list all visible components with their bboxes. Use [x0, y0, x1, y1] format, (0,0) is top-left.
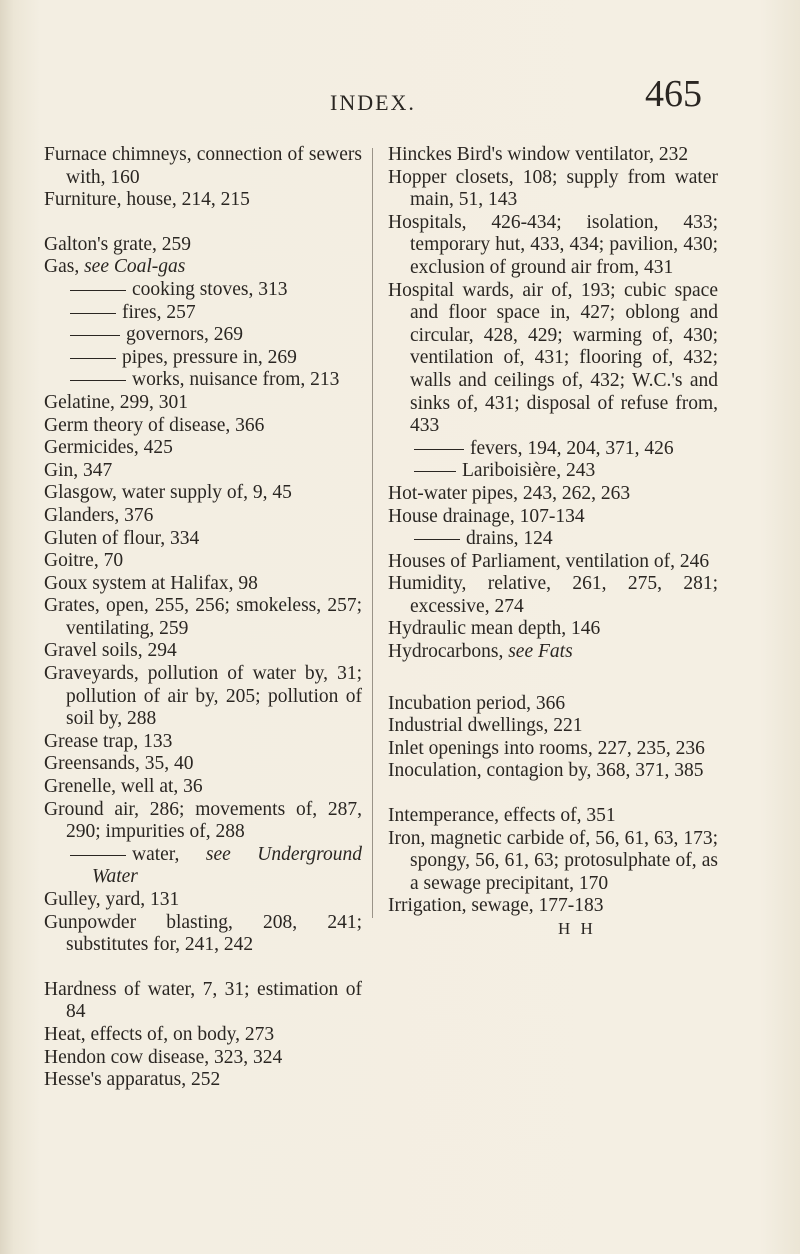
entry-text: Hopper closets, 108; supply from water main, 51, 143 [388, 166, 718, 211]
index-entry [388, 895, 718, 918]
entry-text: Humidity, relative, 261, 275, 281; excessive, 274 [388, 573, 718, 617]
page-number: 465 [645, 73, 702, 115]
index-entry [388, 212, 718, 280]
entry-text: Hot-water pipes, 243, 262, 263 [388, 482, 631, 504]
entry-text: works, nuisance from, 213 [132, 369, 340, 391]
section-gap [388, 783, 718, 805]
entry-text: Hinckes Bird's window ventilator, 232 [388, 144, 689, 165]
section-gap [388, 664, 718, 693]
entry-text: Lariboisière, 243 [462, 460, 596, 482]
entry-text: Glanders, 376 [44, 504, 154, 526]
entry-text: Galton's grate, 259 [44, 233, 192, 255]
entry-cross-reference: see Coal-gas [84, 256, 186, 278]
ditto-dash [414, 449, 464, 450]
entry-text: Grenelle, well at, 36 [44, 776, 203, 798]
index-entry [44, 392, 362, 415]
index-entry [44, 1024, 362, 1047]
ditto-dash [70, 380, 126, 381]
entry-text: Furnace chimneys, connection of sewers with, 160 [44, 144, 362, 188]
entry-text: Grates, open, 255, 256; smokeless, 257; ventilating, 259 [44, 595, 362, 639]
entry-text: cooking stoves, 313 [132, 278, 288, 300]
entry-text: Glasgow, water supply of, 9, 45 [44, 482, 292, 504]
index-entry [44, 889, 362, 912]
index-entry [44, 573, 362, 596]
entry-cross-reference: see Underground Water [92, 843, 362, 888]
entry-text: Houses of Parliament, ventilation of, 246 [388, 550, 710, 572]
index-entry [388, 483, 718, 506]
entry-text: water, [132, 843, 206, 865]
entry-text: Hydraulic mean depth, 146 [388, 618, 601, 640]
entry-text: Heat, effects of, on body, 273 [44, 1023, 275, 1045]
entry-text: Irrigation, sewage, 177-183 [388, 895, 604, 917]
index-entry [388, 693, 718, 716]
index-subentry [388, 460, 718, 483]
entry-text: Gulley, yard, 131 [44, 889, 180, 910]
entry-cross-reference: see Fats [508, 641, 573, 663]
index-subentry [44, 369, 362, 392]
index-entry [44, 912, 362, 957]
entry-text: Incubation period, 366 [388, 692, 566, 714]
entry-text: Gelatine, 299, 301 [44, 391, 189, 413]
index-entry [44, 234, 362, 257]
index-entry [388, 144, 718, 167]
index-entry [44, 663, 362, 731]
column-divider [372, 148, 373, 918]
entry-text: Graveyards, pollution of water by, 31; pollution of air by, 205; pollution of soil by, 288 [44, 663, 362, 730]
index-entry [44, 256, 362, 279]
index-entry [388, 280, 718, 438]
entry-text: Hydrocarbons, [388, 641, 509, 663]
section-gap [44, 212, 362, 234]
index-entry [388, 167, 718, 212]
entry-text: Gravel soils, 294 [44, 640, 177, 662]
index-entry [44, 776, 362, 799]
index-entry [44, 1047, 362, 1070]
entry-text: Grease trap, 133 [44, 730, 173, 752]
index-entry [44, 979, 362, 1024]
index-entry [44, 753, 362, 776]
index-entry [388, 805, 718, 828]
index-entry [44, 528, 362, 551]
entry-text: Goitre, 70 [44, 550, 124, 572]
index-subentry [44, 347, 362, 370]
entry-text: Inoculation, contagion by, 368, 371, 385 [388, 760, 704, 782]
entry-text: Gin, 347 [44, 459, 113, 481]
entry-text: Gluten of flour, 334 [44, 527, 200, 549]
entry-text: Iron, magnetic carbide of, 56, 61, 63, 173; spongy, 56, 61, 63; protosulphate of, as a sewage precipitant, 170 [388, 827, 718, 894]
index-entry [388, 551, 718, 574]
index-subentry [388, 438, 718, 461]
index-subentry [44, 844, 362, 889]
entry-text: governors, 269 [126, 324, 243, 346]
ditto-dash [70, 313, 116, 314]
index-entry [44, 460, 362, 483]
index-entry [388, 760, 718, 783]
running-head: INDEX. [330, 90, 416, 115]
index-subentry [44, 279, 362, 302]
ditto-dash [414, 539, 460, 540]
index-entry [44, 731, 362, 754]
entry-text: Furniture, house, 214, 215 [44, 189, 250, 211]
index-entry [44, 640, 362, 663]
ditto-dash [70, 855, 126, 856]
entry-text: Greensands, 35, 40 [44, 753, 194, 775]
entry-text: fevers, 194, 204, 371, 426 [470, 437, 674, 459]
entry-text: Germ theory of disease, 366 [44, 414, 265, 436]
ditto-dash [414, 471, 456, 472]
index-entry [44, 415, 362, 438]
ditto-dash [70, 358, 116, 359]
index-subentry [44, 302, 362, 325]
entry-text: fires, 257 [122, 301, 196, 323]
entry-text: Hospital wards, air of, 193; cubic space and floor space in, 427; oblong and circular, 428, 429; warming of, 430; ventilation of, 431; flooring of, 432; walls and ceilings of, 432; W.C.'s and sinks of, 431; disposal of refuse from, 433 [388, 279, 718, 437]
index-entry [388, 641, 718, 664]
entry-text: Gunpowder blasting, 208, 241; substitutes for, 241, 242 [44, 911, 362, 956]
index-column-right [388, 144, 718, 941]
index-entry [44, 144, 362, 189]
entry-text: Germicides, 425 [44, 437, 173, 459]
entry-text: Intemperance, effects of, 351 [388, 805, 616, 827]
entry-text: House drainage, 107-134 [388, 505, 585, 527]
entry-text: Gas, [44, 256, 85, 278]
ditto-dash [70, 290, 126, 291]
index-entry [44, 799, 362, 844]
index-entry [388, 738, 718, 761]
entry-text: drains, 124 [466, 528, 553, 550]
index-entry [44, 437, 362, 460]
index-entry [44, 550, 362, 573]
entry-text: Inlet openings into rooms, 227, 235, 236 [388, 737, 705, 759]
index-entry [388, 715, 718, 738]
entry-text: Hesse's apparatus, 252 [44, 1069, 221, 1091]
index-entry [44, 595, 362, 640]
entry-text: Hospitals, 426-434; isolation, 433; temporary hut, 433, 434; pavilion, 430; exclusion of ground air from, 431 [388, 211, 718, 278]
section-gap [44, 957, 362, 979]
entry-text: Hardness of water, 7, 31; estimation of 84 [44, 978, 362, 1023]
index-column-left [44, 144, 362, 1092]
signature-mark: H H [558, 919, 596, 938]
entry-text: Industrial dwellings, 221 [388, 715, 583, 737]
index-entry [44, 1069, 362, 1092]
entry-text: Goux system at Halifax, 98 [44, 572, 258, 594]
index-entry [44, 505, 362, 528]
index-entry [388, 506, 718, 529]
index-subentry [44, 324, 362, 347]
page-header [0, 72, 800, 122]
ditto-dash [70, 335, 120, 336]
entry-text: Hendon cow disease, 323, 324 [44, 1046, 283, 1068]
index-entry [44, 482, 362, 505]
index-entry [388, 618, 718, 641]
entry-text: pipes, pressure in, 269 [122, 346, 297, 368]
index-entry [388, 828, 718, 896]
index-subentry [388, 528, 718, 551]
index-entry [44, 189, 362, 212]
entry-text: Ground air, 286; movements of, 287, 290; impurities of, 288 [44, 798, 362, 843]
index-entry [388, 573, 718, 618]
